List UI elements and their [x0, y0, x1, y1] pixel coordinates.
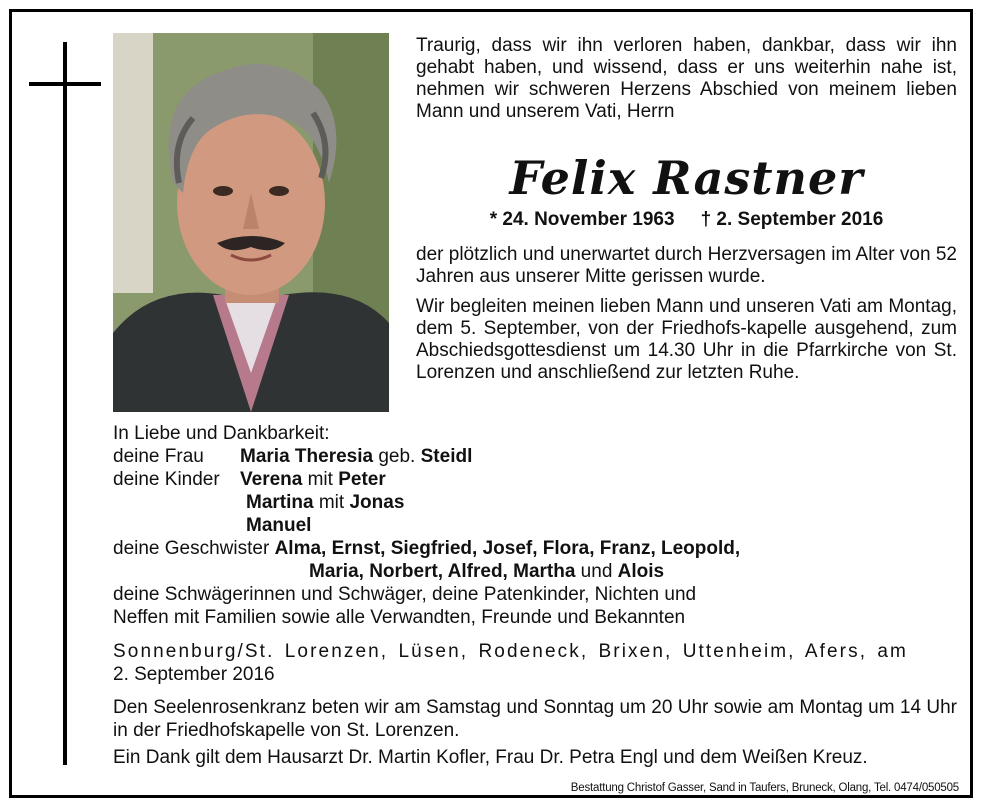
deceased-name: Felix Rastner [509, 151, 864, 205]
siblings-names: Alma, Ernst, Siegfried, Josef, Flora, Franz, Leopold, [274, 538, 741, 559]
family-row-wife [113, 445, 963, 468]
cross-icon [63, 42, 67, 765]
cross-icon-bar [29, 82, 101, 86]
life-dates [416, 208, 957, 232]
child-partner: Jonas [349, 492, 405, 513]
child-name: Martina [246, 492, 314, 513]
family-list [113, 422, 963, 629]
funeral-text: Wir begleiten meinen lieben Mann und unseren Vati am Montag, dem 5. September, von der Friedhofs-kapelle ausgehend, zum Abschiedsgottesdienst um 14.30 Uhr in die Pfarrkirche von St. Lorenzen und anschließend zur letzten Ruhe. [416, 296, 957, 383]
rosary-text: Den Seelenrosenkranz beten wir am Samstag und Sonntag um 20 Uhr sowie am Montag um 14 Uhr in der Friedhofskapelle von St. Lorenzen. [113, 697, 957, 741]
birth-date: * 24. November 1963 [489, 209, 675, 230]
relatives-line: deine Schwägerinnen und Schwäger, deine Patenkinder, Nichten und [113, 584, 697, 605]
child-partner: Peter [338, 469, 386, 490]
children-label: deine Kinder [113, 469, 220, 490]
thanks-text: Ein Dank gilt dem Hausarzt Dr. Martin Kofler, Frau Dr. Petra Engl und dem Weißen Kreuz. [113, 747, 868, 768]
siblings-last: Alois [617, 561, 665, 582]
places-and-date [113, 640, 908, 686]
wife-geb: geb. [373, 446, 421, 467]
wife-label: deine Frau [113, 446, 204, 467]
child-with: mit [313, 492, 350, 513]
wife-name: Maria Theresia [240, 446, 374, 467]
family-row-siblings [113, 537, 963, 560]
death-date: † 2. September 2016 [700, 209, 884, 230]
relatives-line: Neffen mit Familien sowie alle Verwandten, Freunde und Bekannten [113, 607, 686, 628]
portrait-photo [113, 33, 389, 412]
places-date: 2. September 2016 [113, 664, 275, 685]
wife-maiden-name: Steidl [420, 446, 473, 467]
child-with: mit [302, 469, 339, 490]
siblings-names: Maria, Norbert, Alfred, Martha [309, 561, 576, 582]
family-heading: In Liebe und Dankbarkeit: [113, 423, 330, 444]
funeral-home: Bestattung Christof Gasser, Sand in Taufers, Bruneck, Olang, Tel. 0474/050505 [570, 782, 959, 794]
siblings-label: deine Geschwister [113, 538, 275, 559]
intro-text: Traurig, dass wir ihn verloren haben, dankbar, dass wir ihn gehabt haben, und wissend, dass er uns weiterhin nahe ist, nehmen wir schweren Herzens Abschied von meinem lieben Mann und unserem Vati, Herrn [416, 35, 957, 122]
family-row-children [113, 468, 963, 491]
siblings-and: und [575, 561, 618, 582]
places-text: Sonnenburg/St. Lorenzen, Lüsen, Rodeneck, Brixen, Uttenheim, Afers, am [113, 641, 908, 662]
family-row-siblings2 [113, 560, 963, 583]
family-row-child3 [113, 514, 963, 537]
obituary-notice [9, 9, 973, 798]
child-name: Manuel [246, 515, 312, 536]
family-row-child2 [113, 491, 963, 514]
child-name: Verena [240, 469, 303, 490]
circumstance-text: der plötzlich und unerwartet durch Herzversagen im Alter von 52 Jahren aus unserer Mitte gerissen wurde. [416, 244, 957, 287]
